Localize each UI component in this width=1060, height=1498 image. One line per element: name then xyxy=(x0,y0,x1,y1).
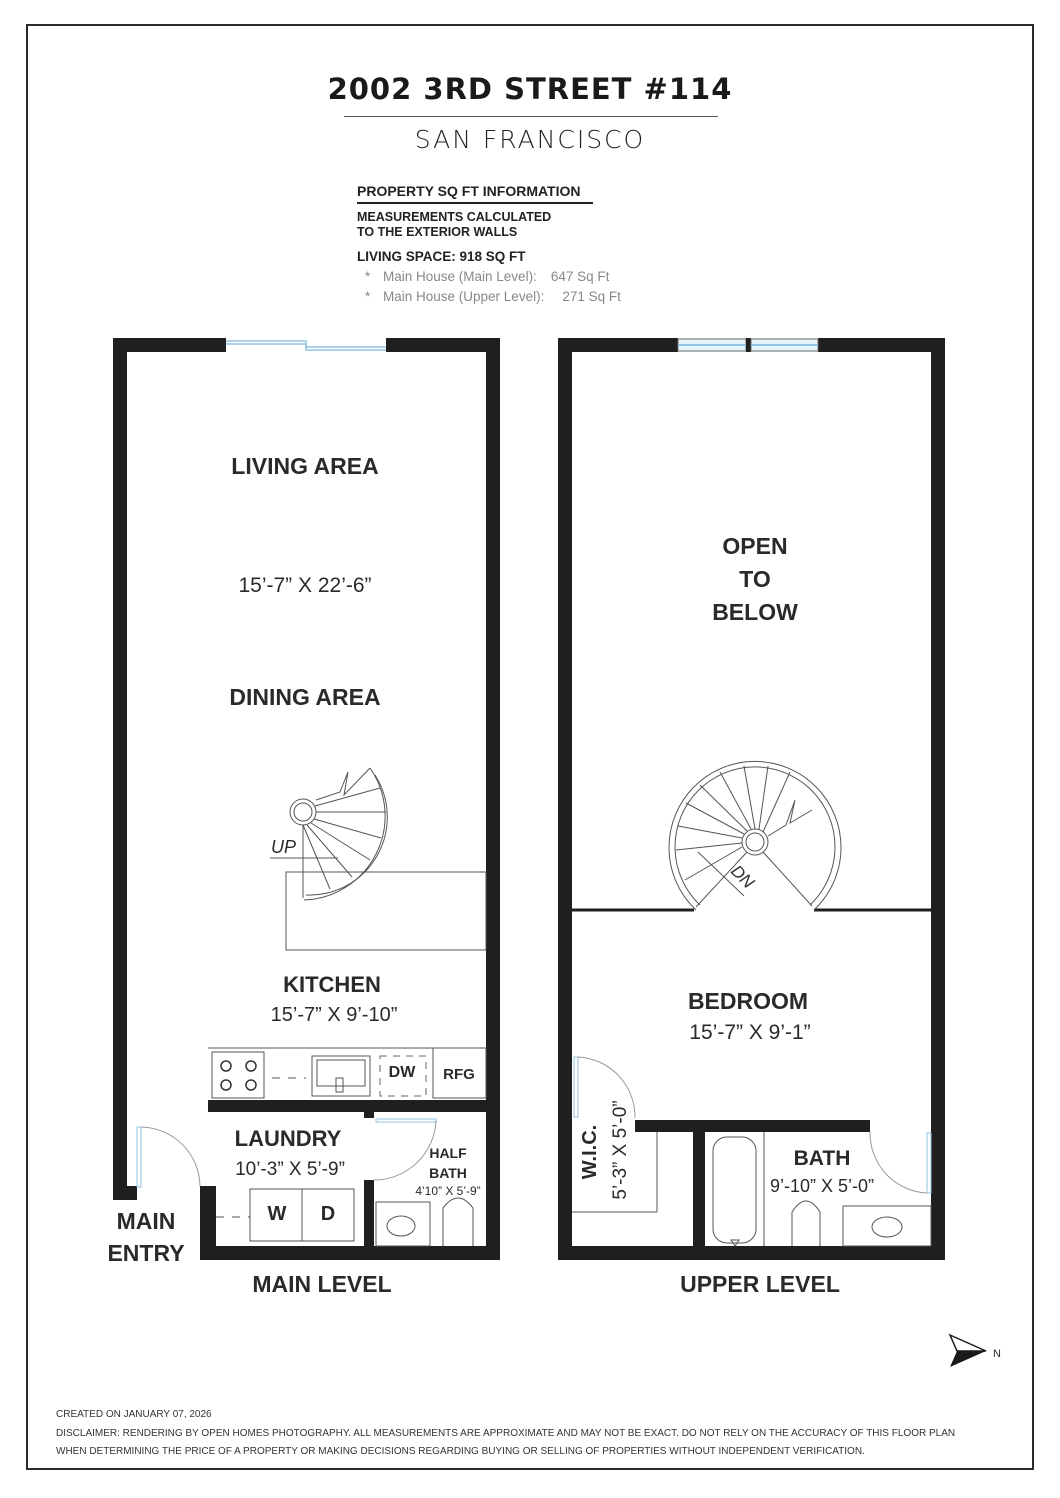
room-label-bath: BATH xyxy=(793,1147,851,1170)
room-dim-living: 15’-7” X 22’-6” xyxy=(238,574,372,597)
bathtub-icon xyxy=(713,1132,764,1246)
refrigerator-icon xyxy=(433,1048,486,1098)
room-label-laundry: LAUNDRY xyxy=(234,1126,342,1151)
room-label-open-to-below-2: TO xyxy=(739,566,771,592)
stairs-down-label: DN xyxy=(727,861,758,893)
main-level-plan xyxy=(107,338,500,1297)
bath-door-icon xyxy=(870,1132,931,1193)
stairs-up-label: UP xyxy=(271,837,297,857)
room-label-half-bath: HALF xyxy=(429,1145,467,1161)
room-dim-bath: 9’-10” X 5’-0” xyxy=(769,1176,875,1196)
stove-icon xyxy=(212,1052,264,1098)
sqft-value: 271 Sq Ft xyxy=(562,289,621,304)
sqft-label: Main House (Main Level): xyxy=(383,269,537,284)
room-label-bedroom: BEDROOM xyxy=(687,988,809,1014)
kitchen-sink-icon xyxy=(312,1056,370,1096)
room-label-open-to-below-3: BELOW xyxy=(712,599,798,625)
spiral-stairs-icon xyxy=(270,768,486,950)
upper-level-plan xyxy=(558,338,945,1297)
washer-label: W xyxy=(267,1203,287,1225)
window-icon xyxy=(226,341,386,350)
room-label-kitchen: KITCHEN xyxy=(283,972,381,997)
room-label-living: LIVING AREA xyxy=(231,453,379,479)
window-icon xyxy=(678,338,818,352)
bullet-icon: * xyxy=(365,289,371,304)
room-dim-laundry: 10’-3” X 5’-9” xyxy=(235,1159,345,1180)
bath-sink-icon xyxy=(376,1202,430,1246)
living-space-total: LIVING SPACE: 918 SQ FT xyxy=(357,249,526,264)
room-dim-bedroom: 15’-7” X 9’-1” xyxy=(689,1021,811,1044)
washer-dryer-icon xyxy=(216,1189,354,1241)
room-dim-wic: 5’-3” X 5’-0” xyxy=(610,1100,631,1200)
disclaimer-line1: DISCLAIMER: RENDERING BY OPEN HOMES PHOTOGRAPHY. ALL MEASUREMENTS ARE APPROXIMATE AND MAY NOT BE EXACT. DO NOT RELY ON THE ACCURACY OF THIS FLOOR PLAN xyxy=(56,1428,956,1439)
room-label-wic: W.I.C. xyxy=(579,1124,601,1180)
main-entry-label-2: ENTRY xyxy=(107,1240,185,1266)
bullet-icon: * xyxy=(365,269,371,284)
bath-sink-icon xyxy=(843,1206,931,1246)
disclaimer-line2: WHEN DETERMINING THE PRICE OF A PROPERTY OR MAKING DECISIONS REGARDING BUYING OR SELLING OF PROPERTIES WITHOUT INDEPENDENT VERIFICATION. xyxy=(56,1446,865,1457)
city-subtitle: SAN FRANCISCO xyxy=(414,125,646,154)
room-label-dining: DINING AREA xyxy=(229,684,381,710)
measurement-note-line2: TO THE EXTERIOR WALLS xyxy=(357,225,518,239)
north-arrow-icon xyxy=(950,1335,1001,1367)
room-dim-half-bath: 4’10” X 5’-9” xyxy=(415,1184,481,1198)
room-label-open-to-below: OPEN xyxy=(722,533,788,559)
room-dim-kitchen: 15’-7” X 9’-10” xyxy=(270,1004,398,1026)
north-label: N xyxy=(993,1348,1001,1360)
dishwasher-icon xyxy=(380,1056,426,1096)
sqft-value: 647 Sq Ft xyxy=(550,269,610,284)
entry-door-icon xyxy=(137,1127,200,1187)
address-title: 2002 3RD STREET #114 xyxy=(327,72,733,106)
sqft-label: Main House (Upper Level): xyxy=(383,289,545,304)
upper-level-title: UPPER LEVEL xyxy=(680,1271,840,1297)
main-level-title: MAIN LEVEL xyxy=(252,1271,392,1297)
property-info-heading: PROPERTY SQ FT INFORMATION xyxy=(357,183,593,204)
room-label-half-bath-2: BATH xyxy=(429,1165,467,1181)
measurement-note-line1: MEASUREMENTS CALCULATED xyxy=(357,210,552,224)
toilet-icon xyxy=(792,1201,820,1246)
spiral-stairs-icon xyxy=(669,761,841,910)
created-date: CREATED ON JANUARY 07, 2026 xyxy=(56,1409,212,1420)
half-bath-door-icon xyxy=(374,1119,436,1180)
refrigerator-label: RFG xyxy=(443,1066,475,1083)
dishwasher-label: DW xyxy=(388,1064,416,1081)
main-entry-label: MAIN xyxy=(116,1208,176,1234)
toilet-icon xyxy=(443,1198,473,1246)
dryer-label: D xyxy=(320,1203,336,1225)
